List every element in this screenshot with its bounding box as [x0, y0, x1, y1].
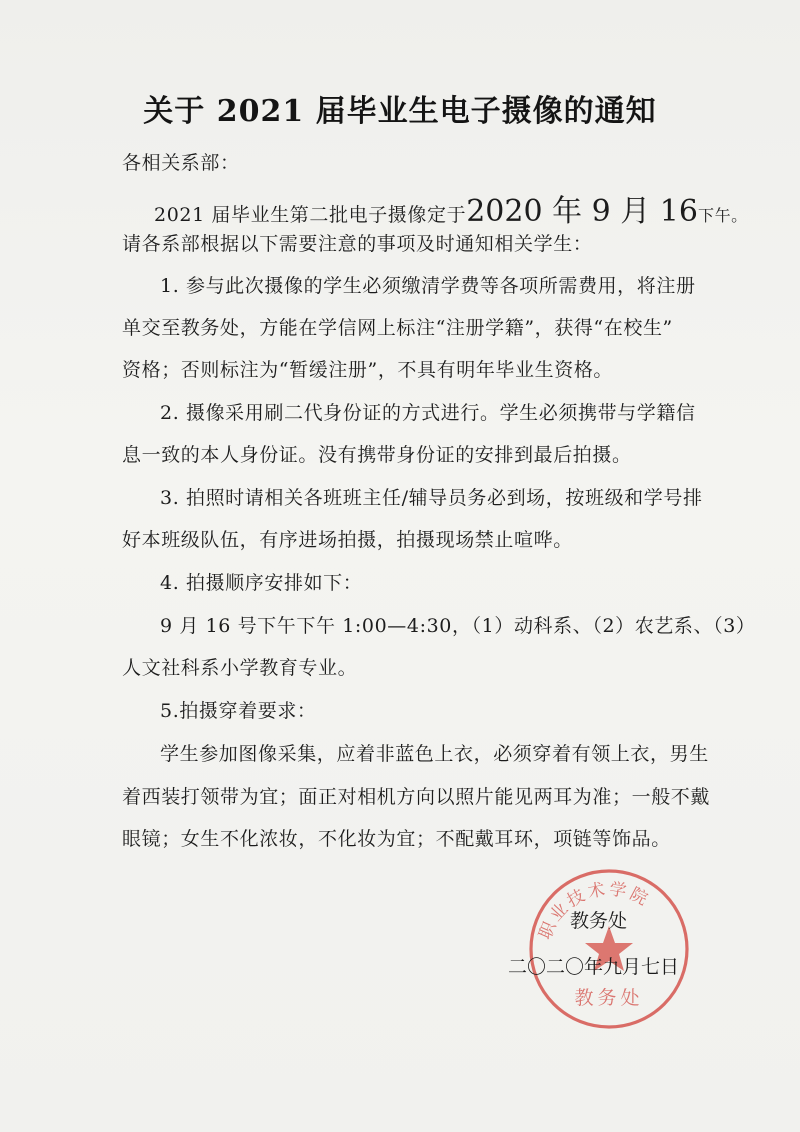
- intro-line: [154, 186, 748, 230]
- item-4-line-3: 人文社科系小学教育专业。: [122, 657, 358, 679]
- intro-instruction: 请各系部根据以下需要注意的事项及时通知相关学生：: [122, 233, 593, 255]
- item-3-line-1: 3. 拍照时请相关各班班主任/辅导员务必到场，按班级和学号排: [160, 487, 703, 509]
- intro-date: 2020 年 9 月 16: [466, 194, 698, 229]
- item-2-line-2: 息一致的本人身份证。没有携带身份证的安排到最后拍摄。: [122, 444, 632, 466]
- document-title: 关于 2021 届毕业生电子摄像的通知: [143, 94, 657, 129]
- item-4-line-1: 4. 拍摄顺序安排如下：: [160, 572, 363, 594]
- official-seal-stamp: [524, 864, 694, 1034]
- salutation: 各相关系部：: [122, 152, 240, 174]
- item-5-line-1: 5.拍摄穿着要求：: [160, 700, 317, 722]
- item-3-line-2: 好本班级队伍，有序进场拍摄，拍摄现场禁止喧哗。: [122, 529, 573, 551]
- signature-date: 二〇二〇年九月七日: [508, 956, 680, 978]
- item-1-line-1: 1. 参与此次摄像的学生必须缴清学费等各项所需费用，将注册: [160, 275, 696, 297]
- item-5-line-2: 学生参加图像采集，应着非蓝色上衣，必须穿着有领上衣，男生: [160, 743, 709, 765]
- item-4-line-2: 9 月 16 号下午下午 1:00—4:30，（1）动科系、（2）农艺系、（3）: [160, 615, 756, 637]
- intro-prefix: 2021 届毕业生第二批电子摄像定于: [154, 204, 467, 226]
- svg-text:职业技术学院: 职业技术学院: [535, 879, 654, 943]
- item-5-line-3: 着西装打领带为宜；面正对相机方向以照片能见两耳为准；一般不戴: [122, 786, 711, 808]
- svg-text:教务处: 教务处: [574, 987, 644, 1009]
- item-1-line-3: 资格；否则标注为“暂缓注册”，不具有明年毕业生资格。: [122, 359, 614, 381]
- item-5-line-4: 眼镜；女生不化浓妆，不化妆为宜；不配戴耳环，项链等饰品。: [122, 828, 671, 850]
- intro-suffix: 下午。: [697, 206, 748, 225]
- item-2-line-1: 2. 摄像采用刷二代身份证的方式进行。学生必须携带与学籍信: [160, 402, 696, 424]
- signature-department: 教务处: [570, 910, 628, 932]
- item-1-line-2: 单交至教务处，方能在学信网上标注“注册学籍”，获得“在校生”: [122, 317, 673, 339]
